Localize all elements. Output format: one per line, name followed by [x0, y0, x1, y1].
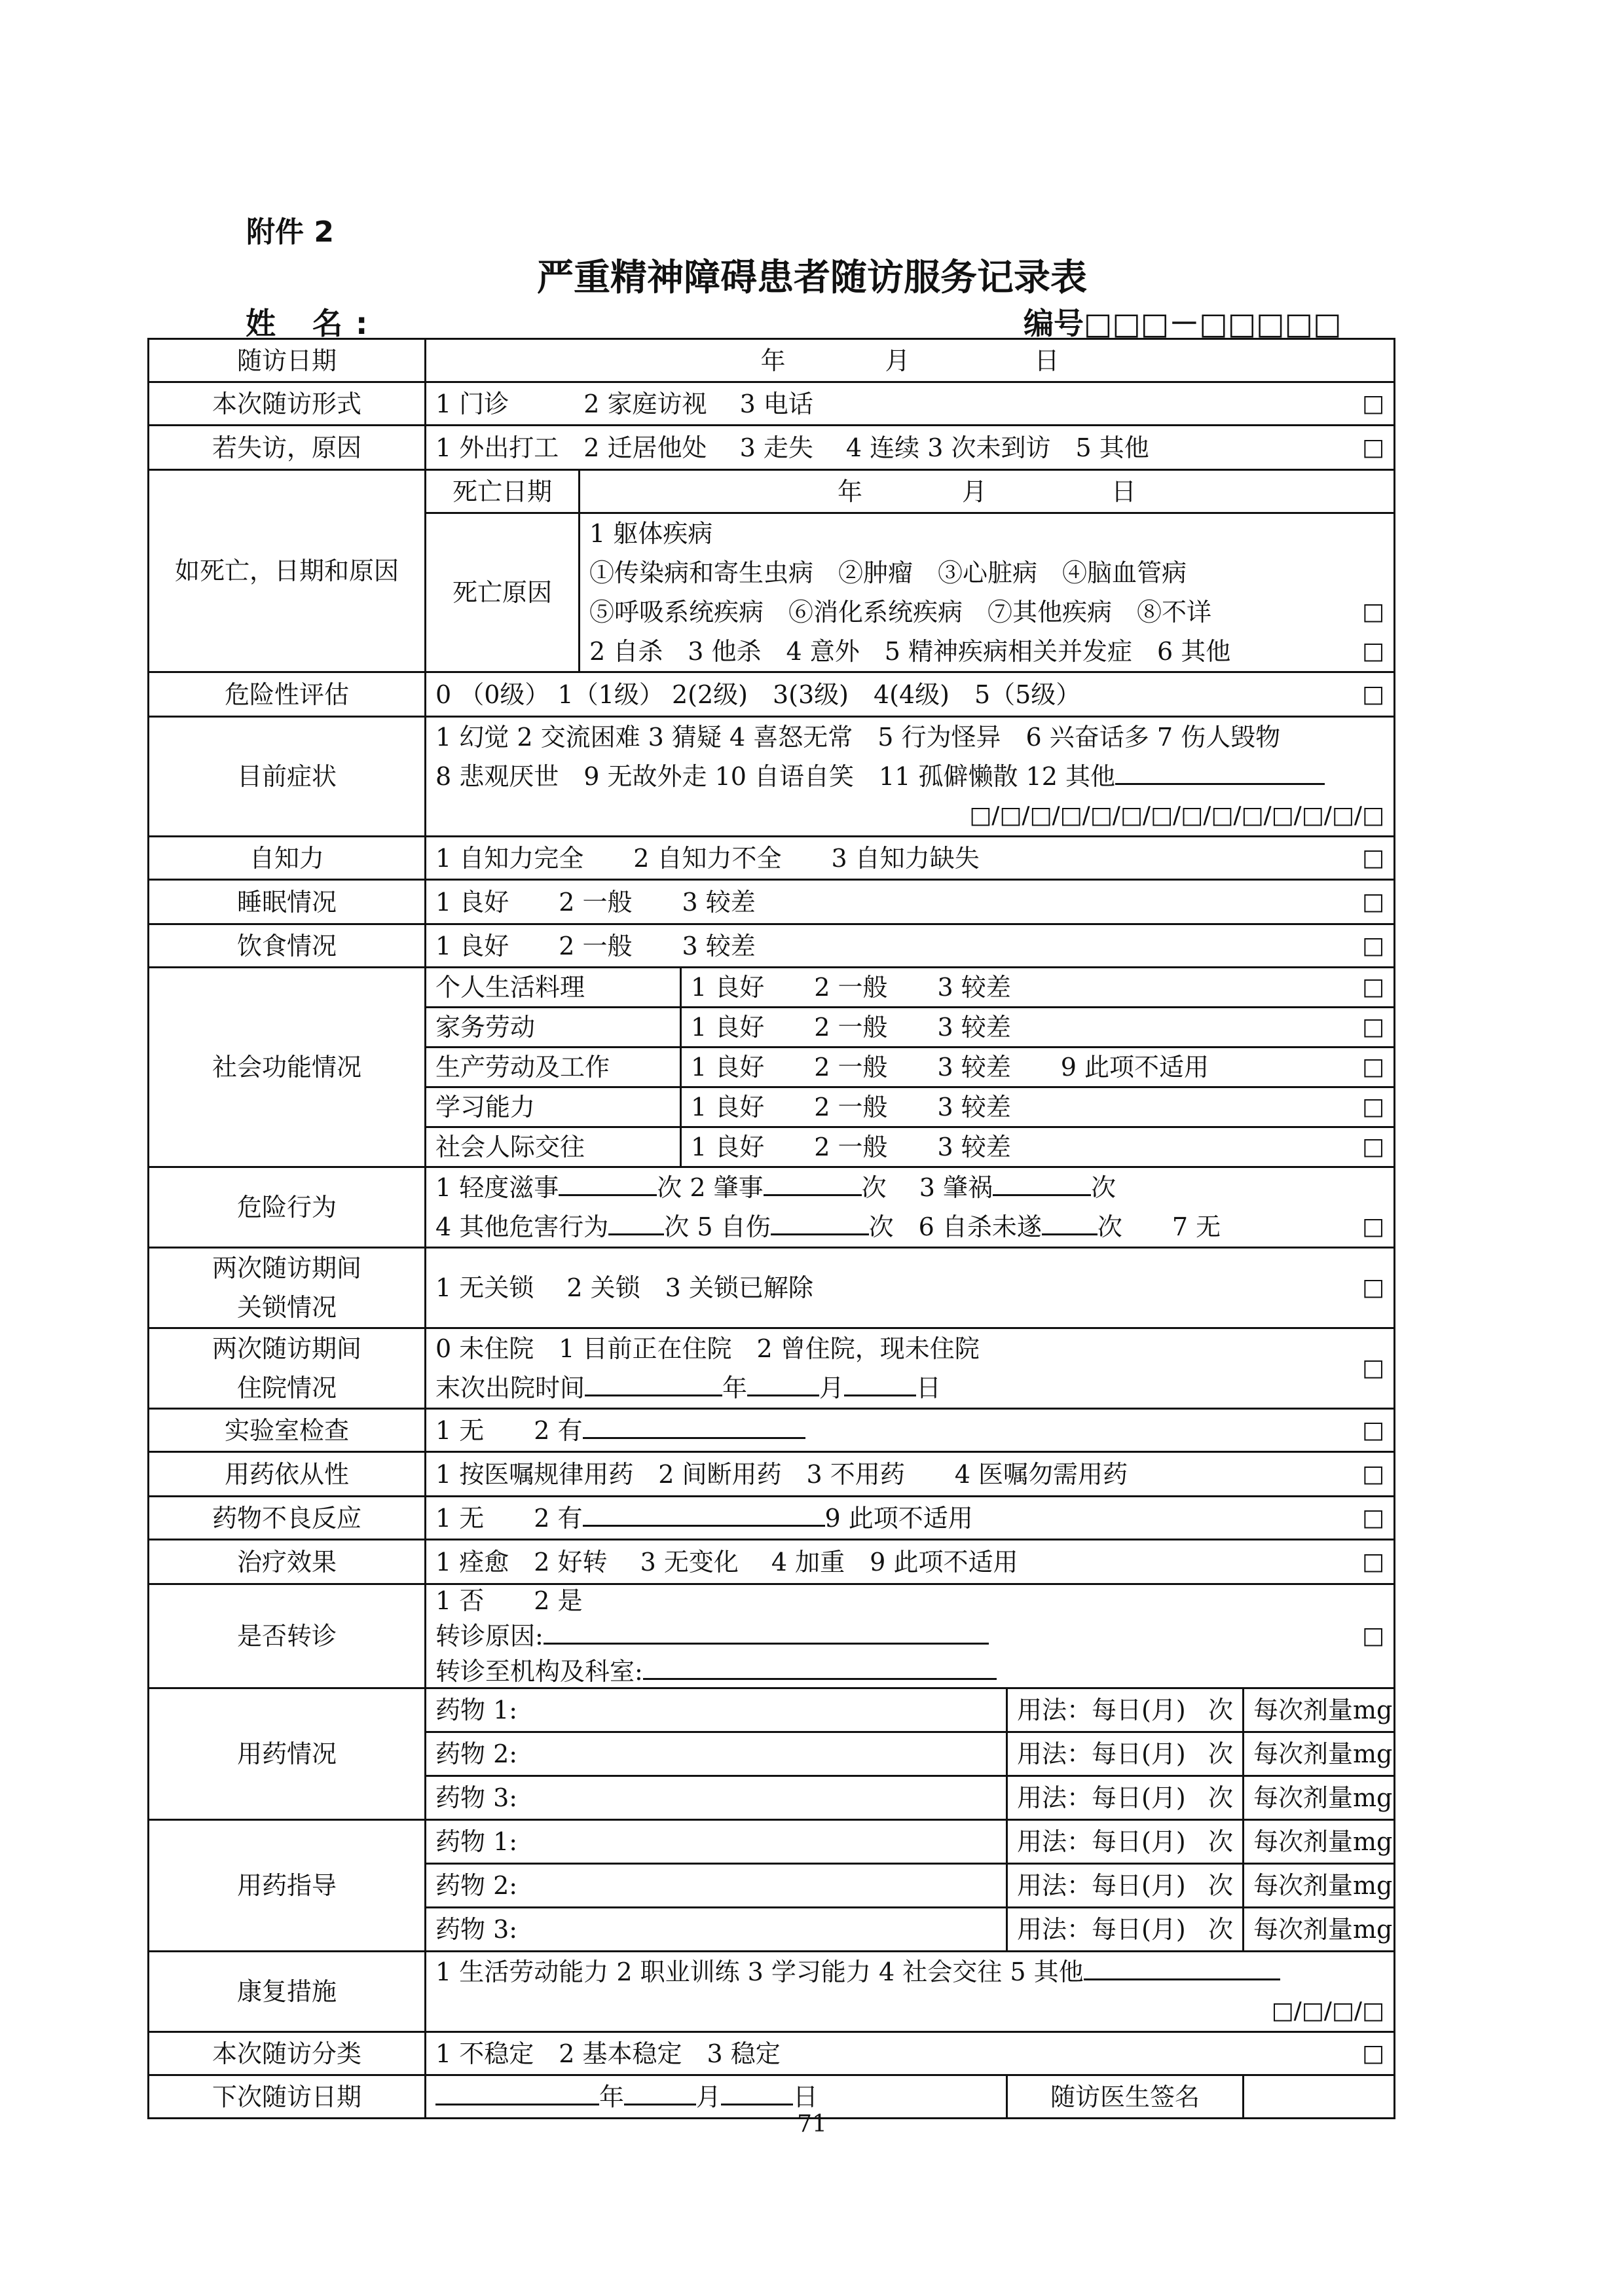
rehab-checkboxes[interactable]: □/□/□/□: [1271, 1997, 1385, 2024]
med-usage-times: 次: [1208, 1783, 1233, 1812]
row-insight: [149, 837, 1395, 880]
sleep-options: 1 良好 2 一般 3 较差: [435, 887, 756, 917]
insight-label: 自知力: [149, 837, 426, 880]
med-guide-unit: mg: [1353, 1915, 1393, 1944]
row-social: [149, 968, 1395, 1008]
danger-count-blank[interactable]: [1042, 1207, 1098, 1235]
row-danger: [149, 1167, 1395, 1248]
social-item-options: 1 良好 2 一般 3 较差: [691, 1133, 1011, 1161]
row-referral: [149, 1584, 1395, 1688]
med-usage-drug[interactable]: 药物 2:: [426, 1732, 1007, 1776]
referral-reason-blank[interactable]: [544, 1616, 989, 1645]
med-usage-drug[interactable]: 药物 1:: [426, 1688, 1007, 1732]
classify-label: 本次随访分类: [149, 2032, 426, 2075]
discharge-day-unit: 日: [916, 1374, 942, 1402]
med-usage-dose: 每次剂量: [1253, 1783, 1354, 1812]
lab-label: 实验室检查: [149, 1409, 426, 1452]
visit-form-options: 1 门诊 2 家庭访视 3 电话: [435, 389, 813, 418]
med-guide-dose: 每次剂量: [1253, 1871, 1354, 1900]
med-usage-times: 次: [1208, 1740, 1233, 1768]
referral-dest-label: 转诊至机构及科室:: [435, 1657, 643, 1686]
symptoms-line: 8 悲观厌世 9 无故外走 10 自语自笑 11 孤僻懒散 12 其他: [435, 762, 1115, 791]
med-usage-drug[interactable]: 药物 3:: [426, 1776, 1007, 1820]
med-guide-drug[interactable]: 药物 2:: [426, 1864, 1007, 1908]
name-label: 姓 名:: [246, 306, 381, 341]
lock-options: 1 无关锁 2 关锁 3 关锁已解除: [435, 1273, 813, 1302]
death-cause-line: ①传染病和寄生虫病 ②肿瘤 ③心脏病 ④脑血管病: [589, 558, 1187, 587]
sleep-label: 睡眠情况: [149, 880, 426, 924]
adverse-detail-blank[interactable]: [583, 1499, 825, 1527]
discharge-month-unit: 月: [819, 1374, 845, 1402]
classify-checkbox[interactable]: □: [1362, 2039, 1385, 2067]
discharge-day-blank[interactable]: [844, 1368, 916, 1396]
effect-checkbox[interactable]: □: [1362, 1548, 1385, 1575]
danger-count-blank[interactable]: [993, 1168, 1091, 1196]
social-item-checkbox[interactable]: □: [1362, 974, 1385, 1000]
row-compliance: [149, 1452, 1395, 1497]
row-effect: [149, 1540, 1395, 1584]
med-guide-times: 次: [1208, 1827, 1233, 1856]
sleep-checkbox[interactable]: □: [1362, 888, 1385, 915]
social-item-options: 1 良好 2 一般 3 较差: [691, 973, 1011, 1002]
med-usage-dose: 每次剂量: [1253, 1696, 1354, 1724]
med-usage-unit: mg: [1353, 1696, 1393, 1724]
row-adverse: [149, 1497, 1395, 1540]
death-date-field[interactable]: 年 月 日: [580, 470, 1395, 513]
next-visit-year-blank[interactable]: [435, 2077, 599, 2105]
rehab-options: 1 生活劳动能力 2 职业训练 3 学习能力 4 社会交往 5 其他: [435, 1958, 1084, 1986]
visit-form-checkbox[interactable]: □: [1362, 390, 1385, 417]
row-classify: [149, 2032, 1395, 2075]
med-usage-freq: 用法：每日(月): [1017, 1783, 1186, 1812]
danger-count-blank[interactable]: [771, 1207, 869, 1235]
row-lock: [149, 1248, 1395, 1328]
row-diet: [149, 924, 1395, 968]
adverse-checkbox[interactable]: □: [1362, 1504, 1385, 1531]
danger-text: 次 6 自杀未遂: [868, 1212, 1042, 1241]
social-item-name: 社会人际交往: [426, 1127, 681, 1167]
lab-checkbox[interactable]: □: [1362, 1416, 1385, 1444]
social-item-name: 学习能力: [426, 1087, 681, 1127]
danger-checkbox[interactable]: □: [1362, 1213, 1385, 1240]
effect-options: 1 痊愈 2 好转 3 无变化 4 加重 9 此项不适用: [435, 1547, 1018, 1576]
row-rehab: [149, 1952, 1395, 2032]
med-usage-dose: 每次剂量: [1253, 1740, 1354, 1768]
social-item-options: 1 良好 2 一般 3 较差: [691, 1093, 1011, 1121]
danger-count-blank[interactable]: [608, 1207, 664, 1235]
social-item-name: 生产劳动及工作: [426, 1048, 681, 1087]
rehab-label: 康复措施: [149, 1952, 426, 2032]
med-guide-freq: 用法：每日(月): [1017, 1915, 1186, 1944]
social-item-name: 家务劳动: [426, 1008, 681, 1048]
social-item-options: 1 良好 2 一般 3 较差 9 此项不适用: [691, 1053, 1209, 1082]
referral-label: 是否转诊: [149, 1584, 426, 1688]
social-item-checkbox[interactable]: □: [1362, 1093, 1385, 1120]
lost-reason-options: 1 外出打工 2 迁居他处 3 走失 4 连续 3 次未到访 5 其他: [435, 433, 1149, 462]
insight-options: 1 自知力完全 2 自知力不全 3 自知力缺失: [435, 843, 980, 873]
death-cause-line: ⑤呼吸系统疾病 ⑥消化系统疾病 ⑦其他疾病 ⑧不详: [589, 598, 1212, 627]
social-item-options: 1 良好 2 一般 3 较差: [691, 1013, 1011, 1042]
row-lost-reason: [149, 426, 1395, 470]
next-visit-month-blank[interactable]: [624, 2077, 696, 2105]
death-cause-line: 2 自杀 3 他杀 4 意外 5 精神疾病相关并发症 6 其他: [589, 637, 1231, 666]
classify-options: 1 不稳定 2 基本稳定 3 稳定: [435, 2039, 781, 2068]
visit-form-label: 本次随访形式: [149, 382, 426, 426]
compliance-label: 用药依从性: [149, 1452, 426, 1497]
med-guide-dose: 每次剂量: [1253, 1915, 1354, 1944]
adverse-label: 药物不良反应: [149, 1497, 426, 1540]
danger-text: 次 3 肇祸: [861, 1173, 993, 1202]
symptoms-label: 目前症状: [149, 717, 426, 837]
insight-checkbox[interactable]: □: [1362, 844, 1385, 871]
med-guide-unit: mg: [1353, 1871, 1393, 1900]
row-death-date: [149, 470, 1395, 513]
visit-date-label: 随访日期: [149, 339, 426, 382]
next-visit-month-unit: 月: [696, 2083, 722, 2111]
med-guide-unit: mg: [1353, 1827, 1393, 1856]
med-guide-dose: 每次剂量: [1253, 1827, 1354, 1856]
diet-label: 饮食情况: [149, 924, 426, 968]
followup-form-table: [147, 338, 1395, 2119]
row-risk: [149, 672, 1395, 717]
med-guide-label: 用药指导: [149, 1820, 426, 1952]
lock-label: 两次随访期间 关锁情况: [149, 1248, 426, 1328]
social-item-checkbox[interactable]: □: [1362, 1053, 1385, 1080]
med-guide-times: 次: [1208, 1871, 1233, 1900]
risk-options: 0 （0级） 1（1级） 2(2级) 3(3级) 4(4级) 5（5级）: [435, 680, 1081, 709]
death-cause-checkbox[interactable]: □: [1362, 638, 1385, 665]
rehab-other-blank[interactable]: [1084, 1952, 1280, 1980]
row-symptoms: [149, 717, 1395, 837]
hospital-label: 两次随访期间 住院情况: [149, 1328, 426, 1409]
lock-checkbox[interactable]: □: [1362, 1274, 1385, 1301]
referral-checkbox[interactable]: □: [1362, 1622, 1385, 1649]
lost-reason-checkbox[interactable]: □: [1362, 433, 1385, 461]
attachment-label: 附件 2: [246, 215, 334, 249]
diet-options: 1 良好 2 一般 3 较差: [435, 931, 756, 960]
death-cause-label: 死亡原因: [426, 513, 580, 672]
discharge-month-blank[interactable]: [747, 1368, 819, 1396]
row-hospital: [149, 1328, 1395, 1409]
hospital-checkbox[interactable]: □: [1362, 1355, 1385, 1381]
visit-date-field[interactable]: 年 月 日: [426, 339, 1395, 382]
death-cause-line: 1 躯体疾病: [589, 519, 713, 548]
risk-label: 危险性评估: [149, 672, 426, 717]
row-visit-form: [149, 382, 1395, 426]
social-item-name: 个人生活料理: [426, 968, 681, 1008]
med-usage-unit: mg: [1353, 1740, 1393, 1768]
row-lab: [149, 1409, 1395, 1452]
form-title: 严重精神障碍患者随访服务记录表: [537, 257, 1087, 299]
adverse-options: 1 无 2 有: [435, 1504, 583, 1533]
next-visit-label: 下次随访日期: [149, 2075, 426, 2119]
social-label: 社会功能情况: [149, 968, 426, 1167]
lab-options: 1 无 2 有: [435, 1416, 583, 1445]
lost-reason-label: 若失访，原因: [149, 426, 426, 470]
symptoms-other-blank[interactable]: [1115, 757, 1325, 785]
symptoms-line: 1 幻觉 2 交流困难 3 猜疑 4 喜怒无常 5 行为怪异 6 兴奋话多 7 伤人毁物: [435, 723, 1281, 752]
danger-text: 次 7 无: [1097, 1212, 1221, 1241]
row-med-usage: [149, 1688, 1395, 1732]
death-label: 如死亡，日期和原因: [149, 470, 426, 672]
hospital-discharge-label: 末次出院时间: [435, 1374, 585, 1402]
diet-checkbox[interactable]: □: [1362, 932, 1385, 959]
med-guide-times: 次: [1208, 1915, 1233, 1944]
referral-dest-blank[interactable]: [643, 1652, 997, 1680]
med-guide-freq: 用法：每日(月): [1017, 1871, 1186, 1900]
med-usage-freq: 用法：每日(月): [1017, 1740, 1186, 1768]
row-sleep: [149, 880, 1395, 924]
hospital-options: 0 未住院 1 目前正在住院 2 曾住院，现未住院: [435, 1334, 980, 1363]
danger-text: 4 其他危害行为: [435, 1212, 609, 1241]
row-visit-date: [149, 339, 1395, 382]
next-visit-year-unit: 年: [599, 2083, 625, 2111]
code-label: 编号□□□－□□□□□: [1024, 306, 1342, 341]
page-number: 71: [797, 2111, 827, 2138]
danger-text: 1 轻度滋事: [435, 1173, 559, 1202]
compliance-checkbox[interactable]: □: [1362, 1460, 1385, 1487]
discharge-year-blank[interactable]: [585, 1368, 722, 1396]
med-usage-unit: mg: [1353, 1783, 1393, 1812]
symptoms-checkboxes[interactable]: □/□/□/□/□/□/□/□/□/□/□/□/□/□: [969, 802, 1385, 829]
referral-options: 1 否 2 是: [435, 1586, 583, 1615]
social-item-checkbox[interactable]: □: [1362, 1133, 1385, 1160]
referral-reason-label: 转诊原因:: [435, 1622, 544, 1650]
danger-text: 次 5 自伤: [664, 1212, 771, 1241]
lab-detail-blank[interactable]: [583, 1411, 805, 1439]
danger-count-blank[interactable]: [764, 1168, 862, 1196]
discharge-year-unit: 年: [722, 1374, 748, 1402]
med-usage-freq: 用法：每日(月): [1017, 1696, 1186, 1724]
med-guide-freq: 用法：每日(月): [1017, 1827, 1186, 1856]
death-date-label: 死亡日期: [426, 470, 580, 513]
social-item-checkbox[interactable]: □: [1362, 1013, 1385, 1040]
death-cause-disease-checkbox[interactable]: □: [1362, 598, 1385, 625]
danger-text: 次: [1090, 1173, 1116, 1202]
danger-label: 危险行为: [149, 1167, 426, 1248]
med-usage-label: 用药情况: [149, 1688, 426, 1820]
next-visit-day-unit: 日: [793, 2083, 819, 2111]
row-med-guide: [149, 1820, 1395, 1864]
effect-label: 治疗效果: [149, 1540, 426, 1584]
compliance-options: 1 按医嘱规律用药 2 间断用药 3 不用药 4 医嘱勿需用药: [435, 1459, 1128, 1489]
med-usage-times: 次: [1208, 1696, 1233, 1724]
danger-count-blank[interactable]: [559, 1168, 657, 1196]
doctor-sign-label: 随访医生签名: [1007, 2075, 1244, 2119]
med-guide-drug[interactable]: 药物 1:: [426, 1820, 1007, 1864]
risk-checkbox[interactable]: □: [1362, 680, 1385, 708]
adverse-na: 9 此项不适用: [824, 1504, 973, 1533]
next-visit-day-blank[interactable]: [721, 2077, 793, 2105]
med-guide-drug[interactable]: 药物 3:: [426, 1908, 1007, 1952]
danger-text: 次 2 肇事: [657, 1173, 764, 1202]
